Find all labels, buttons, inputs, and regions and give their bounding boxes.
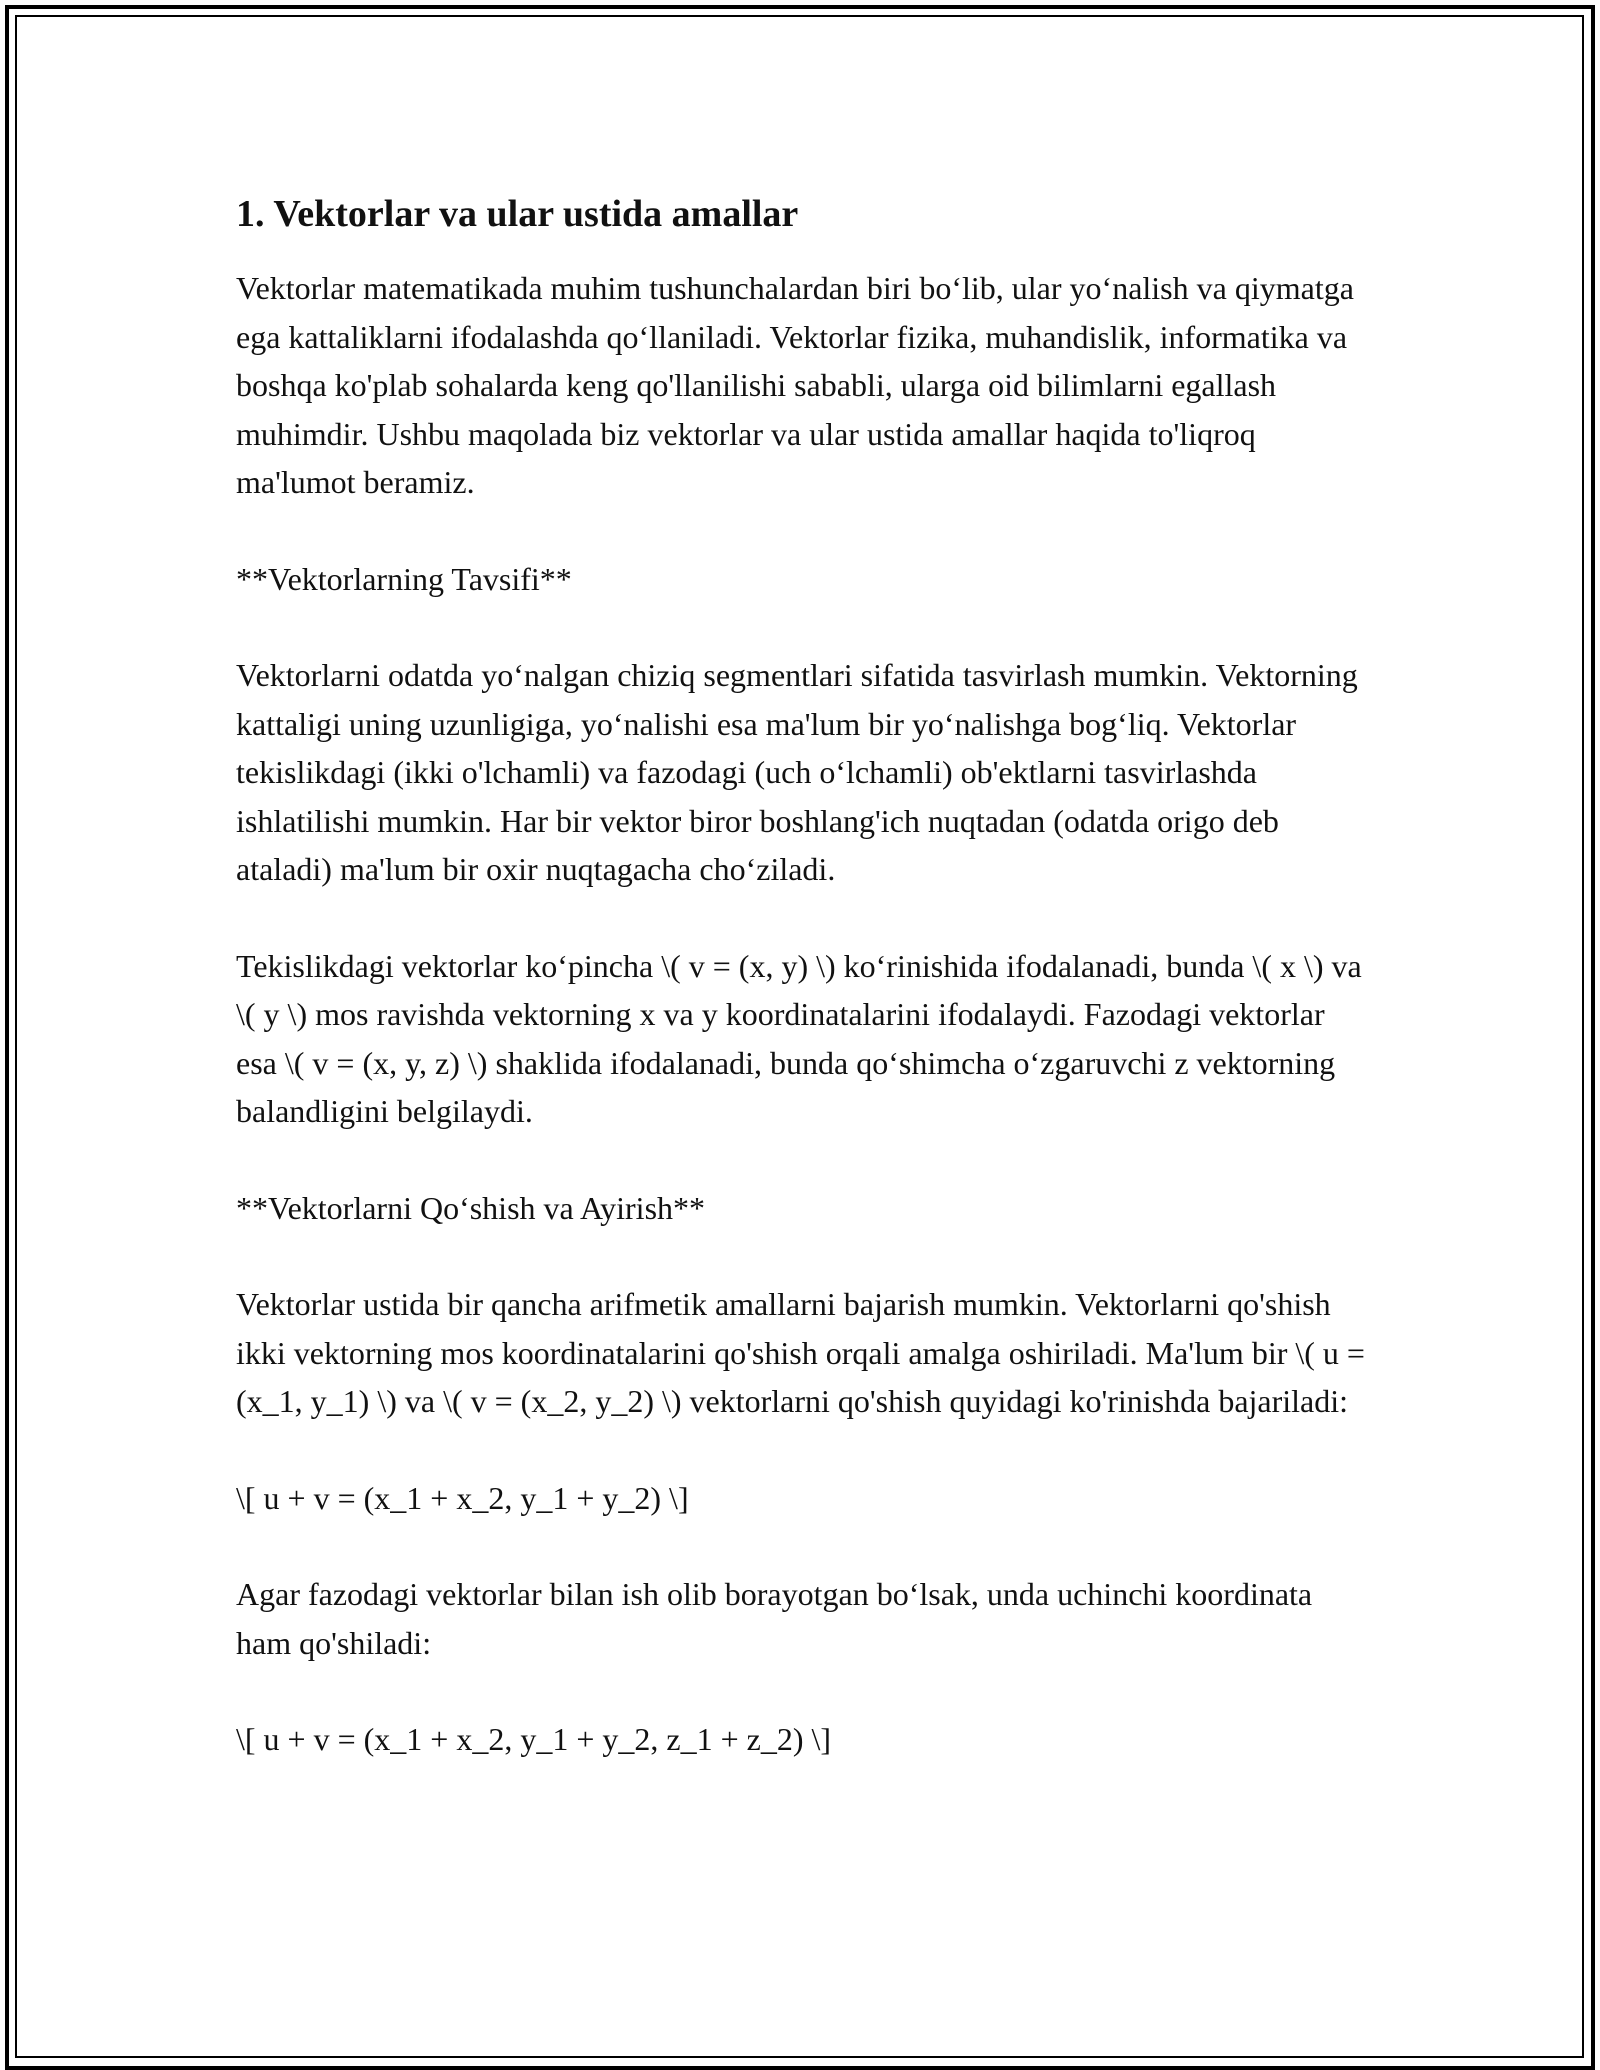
- document-title: 1. Vektorlar va ular ustida amallar: [236, 193, 799, 235]
- paragraph-3d-note: Agar fazodagi vektorlar bilan ish olib borayotgan bo‘lsak, unda uchinchi koordinata ham qo'shiladi:: [236, 1576, 1313, 1661]
- paragraph-intro: Vektorlar matematikada muhim tushunchalardan biri bo‘lib, ular yo‘nalish va qiymatga ega kattaliklarni ifodalashda qo‘llaniladi. Vektorlar fizika, muhandislik, informatika va boshqa ko'plab sohalarda keng qo'llanilishi sababli, ularga oid bilimlarni egallash muhimdir. Ushbu maqolada biz vektorlar va ular ustida amallar haqida to'liqroq ma'lumot beramiz.: [236, 270, 1354, 500]
- paragraph-addition: Vektorlar ustida bir qancha arifmetik amallarni bajarish mumkin. Vektorlarni qo'shish ikki vektorning mos koordinatalarini qo'shish orqali amalga oshiriladi. Ma'lum bir \( u = (x_1, y_1) \) va \( v = (x_2, y_2) \) vektorlarni qo'shish quyidagi ko'rinishda bajariladi:: [236, 1286, 1365, 1419]
- section-heading-tavsifi: **Vektorlarning Tavsifi**: [236, 560, 572, 597]
- document-body: [236, 186, 1371, 1812]
- formula-2d-sum: \[ u + v = (x_1 + x_2, y_1 + y_2) \]: [236, 1479, 689, 1516]
- section-heading-addition: **Vektorlarni Qo‘shish va Ayirish**: [236, 1189, 706, 1226]
- paragraph-description: Vektorlarni odatda yo‘nalgan chiziq segmentlari sifatida tasvirlash mumkin. Vektorning kattaligi uning uzunligiga, yo‘nalishi esa ma'lum bir yo‘nalishga bog‘liq. Vektorlar tekislikdagi (ikki o'lchamli) va fazodagi (uch o‘lchamli) ob'ektlarni tasvirlashda ishlatilishi mumkin. Har bir vektor biror boshlang'ich nuqtadan (odatda origo deb ataladi) ma'lum bir oxir nuqtagacha cho‘ziladi.: [236, 657, 1358, 887]
- formula-3d-sum: \[ u + v = (x_1 + x_2, y_1 + y_2, z_1 + z_2) \]: [236, 1721, 832, 1757]
- paragraph-plane-vectors: Tekislikdagi vektorlar ko‘pincha \( v = (x, y) \) ko‘rinishida ifodalanadi, bunda \( x \) va \( y \) mos ravishda vektorning x va y koordinatalarini ifodalaydi. Fazodagi vektorlar esa \( v = (x, y, z) \) shaklida ifodalanadi, bunda qo‘shimcha o‘zgaruvchi z vektorning balandligini belgilaydi.: [236, 947, 1362, 1129]
